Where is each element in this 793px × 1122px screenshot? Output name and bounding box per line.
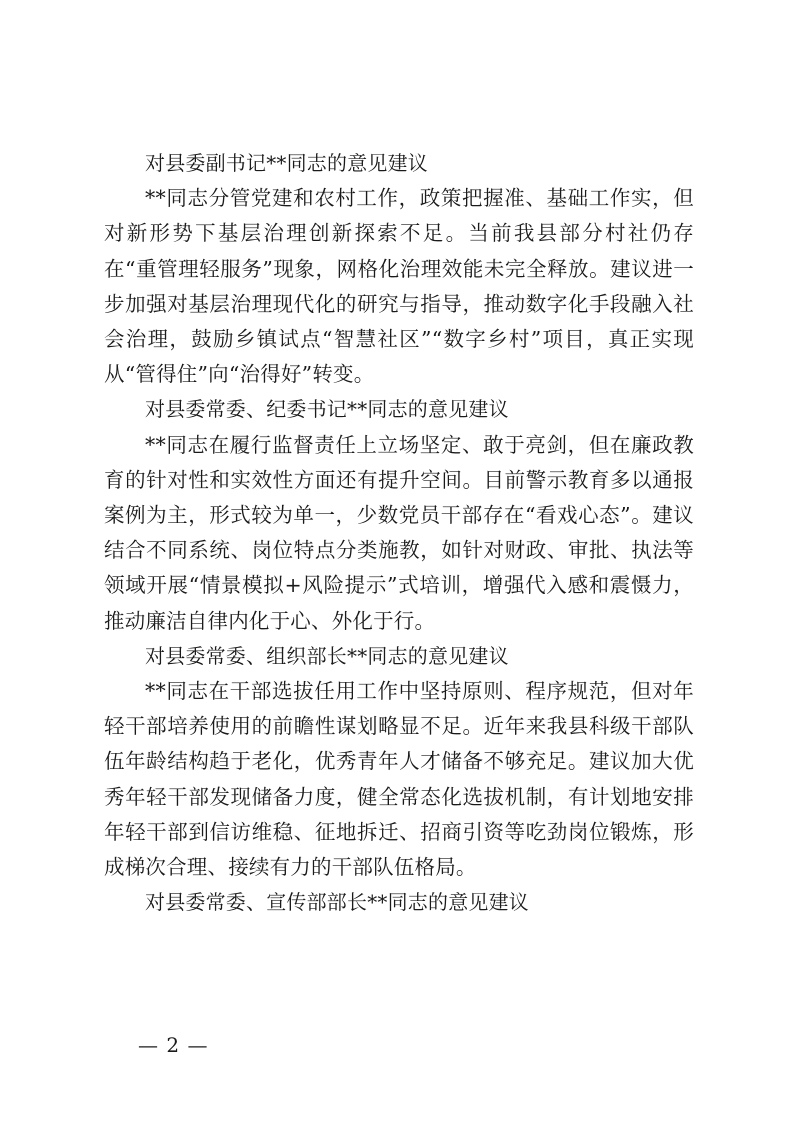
section-heading: 对县委常委、组织部长**同志的意见建议 — [145, 643, 509, 668]
page-number: — 2 — — [138, 1033, 209, 1057]
section-heading: 对县委常委、纪委书记**同志的意见建议 — [145, 397, 509, 422]
section-paragraph: **同志分管党建和农村工作，政策把握准、基础工作实，但对新形势下基层治理创新探索不足。当前我县部分村社仍存在“重管理轻服务”现象，网格化治理效能未完全释放。建议进一步加强对基层治理现代化的研究与指导，推动数字化手段融入社会治理，鼓励乡镇试点“智慧社区”“数字乡村”项目，真正实现从“管得住”向“治得好”转变。 — [104, 186, 694, 387]
section-heading: 对县委常委、宣传部部长**同志的意见建议 — [145, 890, 529, 915]
section-paragraph: **同志在干部选拔任用工作中坚持原则、程序规范，但对年轻干部培养使用的前瞻性谋划略显不足。近年来我县科级干部队伍年龄结构趋于老化，优秀青年人才储备不够充足。建议加大优秀年轻干部发现储备力度，健全常态化选拔机制，有计划地安排年轻干部到信访维稳、征地拆迁、招商引资等吃劲岗位锻炼，形成梯次合理、接续有力的干部队伍格局。 — [104, 679, 694, 880]
section-paragraph: **同志在履行监督责任上立场坚定、敢于亮剑，但在廉政教育的针对性和实效性方面还有提升空间。目前警示教育多以通报案例为主，形式较为单一，少数党员干部存在“看戏心态”。建议结合不同系统、岗位特点分类施教，如针对财政、审批、执法等领域开展“情景模拟+风险提示”式培训，增强代入感和震慑力，推动廉洁自律内化于心、外化于行。 — [104, 432, 694, 633]
document-body — [104, 146, 694, 920]
section-heading: 对县委副书记**同志的意见建议 — [145, 151, 428, 175]
